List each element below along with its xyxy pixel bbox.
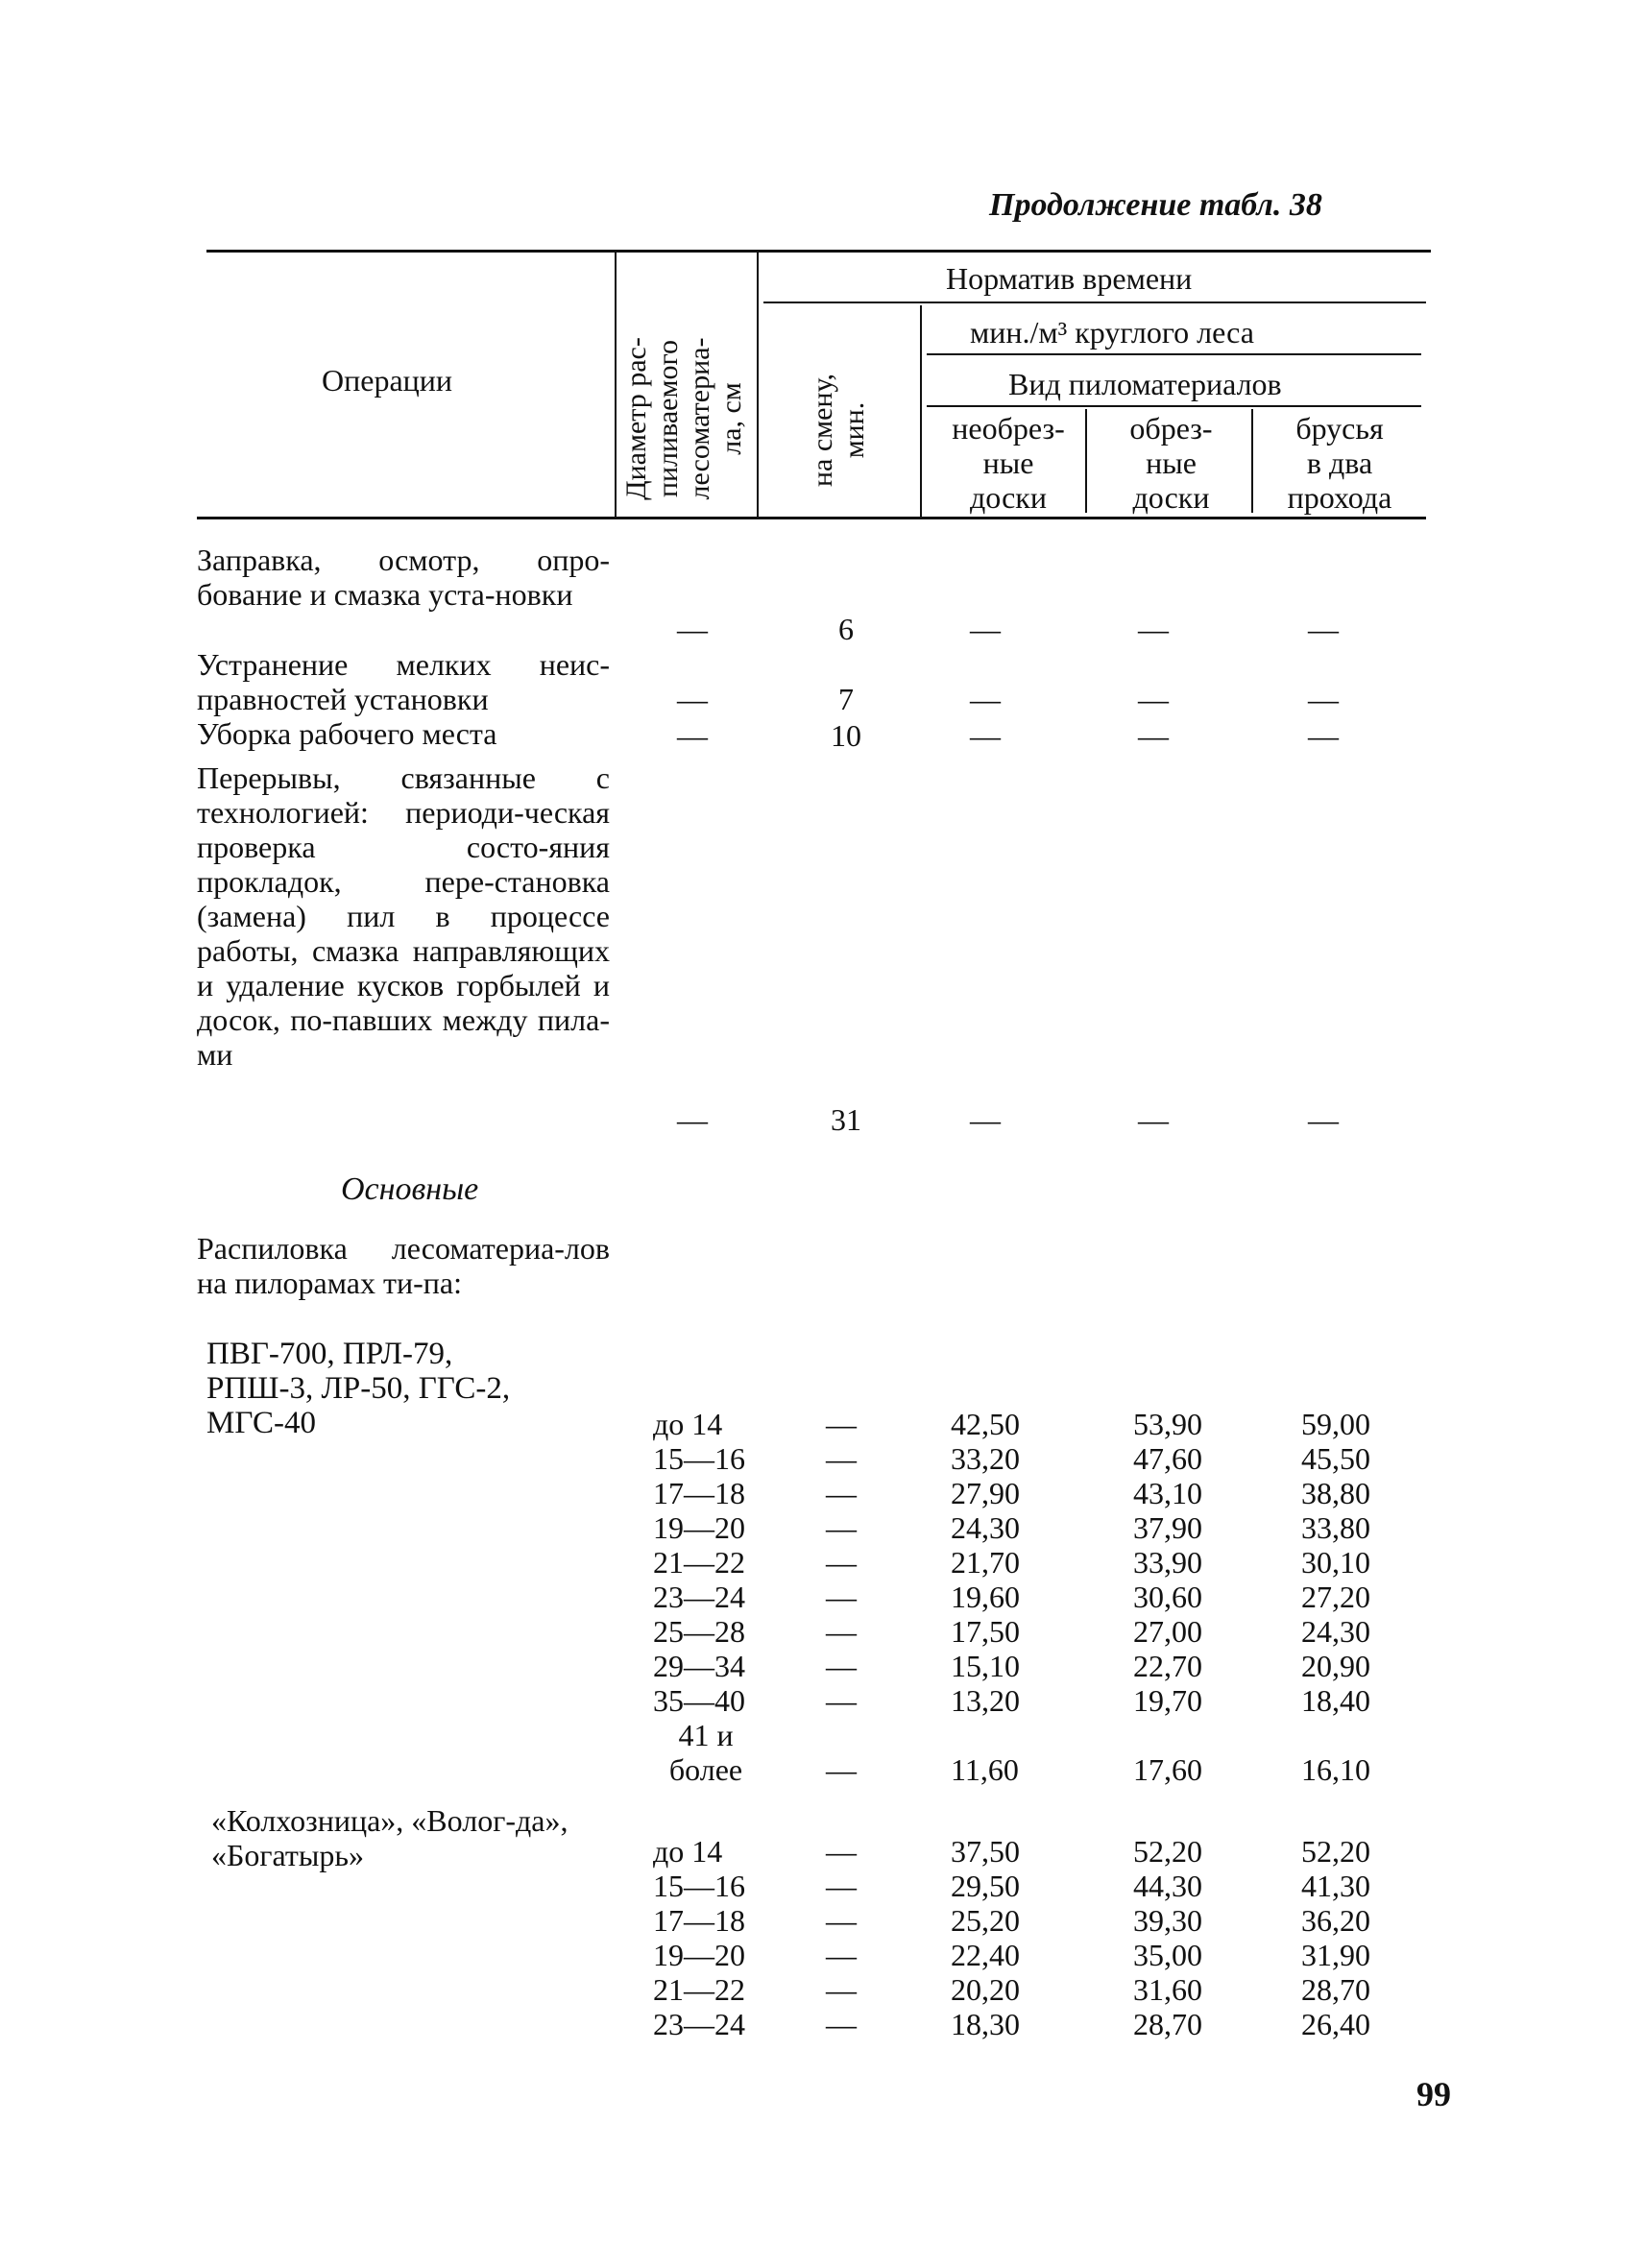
row-unedged-value: 27,90 <box>951 1476 1020 1510</box>
header-edged-boards: обрез- ные доски <box>1129 411 1213 515</box>
row-beams-value: 26,40 <box>1301 2007 1370 2041</box>
row-diameter: 19—20 <box>653 1510 745 1545</box>
row-shift-value: — <box>826 1441 857 1476</box>
row-unedged-value: 19,60 <box>951 1580 1020 1614</box>
row-shift-value: — <box>826 1938 857 1972</box>
row-edged-value: 17,60 <box>1133 1752 1202 1787</box>
operation-repair-shift: 7 <box>838 682 854 716</box>
row-edged-value: 27,00 <box>1133 1614 1202 1649</box>
header-per-m3: мин./м³ круглого леса <box>970 315 1254 350</box>
row-beams-value: 24,30 <box>1301 1614 1370 1649</box>
operation-cleanup-text: Уборка рабочего места <box>197 716 497 751</box>
row-beams-value: 41,30 <box>1301 1869 1370 1903</box>
row-edged-value: 52,20 <box>1133 1834 1202 1869</box>
header-divider-unedged <box>1085 409 1087 513</box>
operation-cleanup-shift: 10 <box>831 718 861 753</box>
header-divider-shift <box>920 305 922 517</box>
row-beams-value: 45,50 <box>1301 1441 1370 1476</box>
row-beams-value: 28,70 <box>1301 1972 1370 2007</box>
row-diameter: 23—24 <box>653 2007 745 2041</box>
operation-repair-v3: — <box>1308 682 1339 716</box>
row-shift-value: — <box>826 1869 857 1903</box>
row-shift-value: — <box>826 1614 857 1649</box>
operation-setup-v3: — <box>1308 612 1339 646</box>
header-diameter: Диаметр рас- пиливаемого лесоматериа- ла, см <box>620 337 747 500</box>
row-diameter: 41 и более <box>668 1718 743 1787</box>
row-diameter: 17—18 <box>653 1476 745 1510</box>
operation-setup-shift: 6 <box>838 612 854 646</box>
header-bottom-rule <box>197 517 1426 519</box>
page-number: 99 <box>1416 2075 1451 2113</box>
row-shift-value: — <box>826 1407 857 1441</box>
row-unedged-value: 33,20 <box>951 1441 1020 1476</box>
row-edged-value: 44,30 <box>1133 1869 1202 1903</box>
row-unedged-value: 24,30 <box>951 1510 1020 1545</box>
row-edged-value: 22,70 <box>1133 1649 1202 1683</box>
section-main-heading: Основные <box>341 1171 479 1207</box>
row-unedged-value: 29,50 <box>951 1869 1020 1903</box>
header-per-shift: на смену, мин. <box>807 373 870 488</box>
row-shift-value: — <box>826 1649 857 1683</box>
row-unedged-value: 18,30 <box>951 2007 1020 2041</box>
row-shift-value: — <box>826 2007 857 2041</box>
header-m3-rule <box>927 353 1421 355</box>
row-beams-value: 30,10 <box>1301 1545 1370 1580</box>
operation-setup-text: Заправка, осмотр, опро-бование и смазка уста-новки <box>197 543 610 612</box>
row-beams-value: 52,20 <box>1301 1834 1370 1869</box>
operation-setup-diameter: — <box>677 612 708 646</box>
operation-cleanup-v2: — <box>1138 718 1169 753</box>
row-edged-value: 28,70 <box>1133 2007 1202 2041</box>
row-diameter: 19—20 <box>653 1938 745 1972</box>
header-beams: брусья в два прохода <box>1287 411 1392 515</box>
header-unedged-boards: необрез- ные доски <box>952 411 1065 515</box>
operation-setup-v2: — <box>1138 612 1169 646</box>
row-diameter: 15—16 <box>653 1441 745 1476</box>
row-unedged-value: 13,20 <box>951 1683 1020 1718</box>
row-shift-value: — <box>826 1580 857 1614</box>
row-diameter: 29—34 <box>653 1649 745 1683</box>
row-diameter: 21—22 <box>653 1545 745 1580</box>
operation-breaks-v1: — <box>970 1102 1001 1137</box>
row-edged-value: 30,60 <box>1133 1580 1202 1614</box>
group1-label: ПВГ-700, ПРЛ-79, РПШ-3, ЛР-50, ГГС-2, МГС-40 <box>206 1337 511 1440</box>
operation-cleanup-diameter: — <box>677 718 708 753</box>
row-edged-value: 19,70 <box>1133 1683 1202 1718</box>
operation-setup-v1: — <box>970 612 1001 646</box>
row-beams-value: 16,10 <box>1301 1752 1370 1787</box>
row-shift-value: — <box>826 1545 857 1580</box>
table-continuation-caption: Продолжение табл. 38 <box>989 187 1322 223</box>
row-edged-value: 39,30 <box>1133 1903 1202 1938</box>
row-beams-value: 38,80 <box>1301 1476 1370 1510</box>
row-diameter: 21—22 <box>653 1972 745 2007</box>
row-unedged-value: 11,60 <box>951 1752 1019 1787</box>
operation-breaks-shift: 31 <box>831 1102 861 1137</box>
row-beams-value: 18,40 <box>1301 1683 1370 1718</box>
row-diameter: 25—28 <box>653 1614 745 1649</box>
row-beams-value: 36,20 <box>1301 1903 1370 1938</box>
row-edged-value: 43,10 <box>1133 1476 1202 1510</box>
row-unedged-value: 15,10 <box>951 1649 1020 1683</box>
row-shift-value: — <box>826 1972 857 2007</box>
operation-cleanup-v1: — <box>970 718 1001 753</box>
operation-breaks-v2: — <box>1138 1102 1169 1137</box>
row-unedged-value: 21,70 <box>951 1545 1020 1580</box>
header-divider-diameter <box>757 252 759 517</box>
header-top-rule <box>206 250 1431 253</box>
row-unedged-value: 22,40 <box>951 1938 1020 1972</box>
row-edged-value: 47,60 <box>1133 1441 1202 1476</box>
row-diameter: 23—24 <box>653 1580 745 1614</box>
row-beams-value: 31,90 <box>1301 1938 1370 1972</box>
row-diameter: 17—18 <box>653 1903 745 1938</box>
row-shift-value: — <box>826 1476 857 1510</box>
header-divider-edged <box>1251 409 1253 513</box>
header-divider-operations <box>615 252 617 517</box>
row-diameter: до 14 <box>653 1834 723 1869</box>
row-diameter: 35—40 <box>653 1683 745 1718</box>
operation-repair-v2: — <box>1138 682 1169 716</box>
row-edged-value: 37,90 <box>1133 1510 1202 1545</box>
row-unedged-value: 25,20 <box>951 1903 1020 1938</box>
operation-repair-text: Устранение мелких неис-правностей установки <box>197 647 610 716</box>
row-edged-value: 31,60 <box>1133 1972 1202 2007</box>
header-norm-rule <box>763 302 1426 303</box>
row-edged-value: 35,00 <box>1133 1938 1202 1972</box>
row-diameter: до 14 <box>653 1407 723 1441</box>
row-beams-value: 33,80 <box>1301 1510 1370 1545</box>
row-unedged-value: 17,50 <box>951 1614 1020 1649</box>
header-operations: Операции <box>322 363 453 398</box>
row-unedged-value: 37,50 <box>951 1834 1020 1869</box>
header-lumber-type: Вид пиломатериалов <box>1008 367 1282 401</box>
row-edged-value: 53,90 <box>1133 1407 1202 1441</box>
operation-breaks-diameter: — <box>677 1102 708 1137</box>
header-norm: Норматив времени <box>946 261 1193 296</box>
row-shift-value: — <box>826 1903 857 1938</box>
row-shift-value: — <box>826 1752 857 1787</box>
header-type-rule <box>927 405 1421 407</box>
operation-breaks-text: Перерывы, связанные с технологией: периоди-ческая проверка состо-яния прокладок, пере-становка (замена) пил в процессе работы, смазка направляющих и удаление кусков горбылей и досок, по-павших между пила-ми <box>197 760 610 1072</box>
row-shift-value: — <box>826 1510 857 1545</box>
row-beams-value: 20,90 <box>1301 1649 1370 1683</box>
operation-cleanup-v3: — <box>1308 718 1339 753</box>
row-diameter: 15—16 <box>653 1869 745 1903</box>
row-shift-value: — <box>826 1683 857 1718</box>
sawing-intro-text: Распиловка лесоматериа-лов на пилорамах ти-па: <box>197 1231 610 1300</box>
row-unedged-value: 42,50 <box>951 1407 1020 1441</box>
row-unedged-value: 20,20 <box>951 1972 1020 2007</box>
row-beams-value: 59,00 <box>1301 1407 1370 1441</box>
row-shift-value: — <box>826 1834 857 1869</box>
row-beams-value: 27,20 <box>1301 1580 1370 1614</box>
operation-breaks-v3: — <box>1308 1102 1339 1137</box>
operation-repair-diameter: — <box>677 682 708 716</box>
row-edged-value: 33,90 <box>1133 1545 1202 1580</box>
operation-repair-v1: — <box>970 682 1001 716</box>
group2-label: «Колхозница», «Волог-да», «Богатырь» <box>211 1803 568 1872</box>
